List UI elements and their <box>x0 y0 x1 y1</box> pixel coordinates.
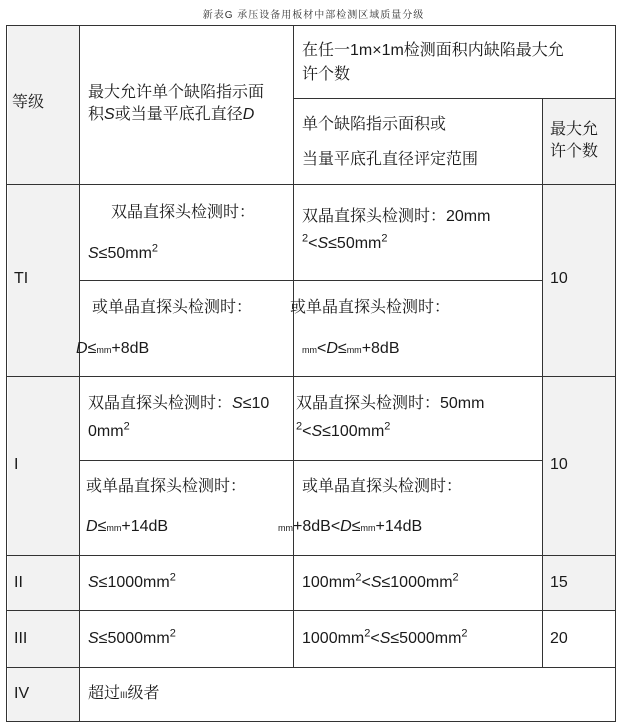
row-ii-grade: II <box>14 574 23 591</box>
row-i-dual-range-line1: 双晶直探头检测时：50mm <box>296 395 485 412</box>
header-grade: 等级 <box>12 94 45 111</box>
row-iv-grade: IV <box>14 685 30 702</box>
row-i-dual-line1: 双晶直探头检测时：S≤10 <box>88 395 270 412</box>
grade-column-bg <box>8 25 79 721</box>
header-max-single-line2: 积S或当量平底孔直径D <box>88 106 255 123</box>
header-max-count-line2: 许个数 <box>550 143 599 160</box>
table-caption: 新表G 承压设备用板材中部检测区域质量分级 <box>202 10 425 21</box>
row-i-single-range-line1: 或单晶直探头检测时： <box>302 478 463 495</box>
row-ti-dual-range-line2: $^2<S\le 50mm^2$ <box>302 232 388 252</box>
header-area-title-line2: 许个数 <box>302 66 351 83</box>
row-iii-grade: III <box>14 630 28 647</box>
header-range-line2: 当量平底孔直径评定范围 <box>302 151 479 168</box>
row-ti-grade: TI <box>14 270 29 287</box>
row-i-single-line1: 或单晶直探头检测时： <box>86 478 247 495</box>
row-ti-single-limit: D≤mm+8dB <box>76 340 150 357</box>
row-iii-range: $1000mm^2<S\le 5000mm^2$ <box>302 627 468 647</box>
row-ii-range: $100mm^2<S\le 1000mm^2$ <box>302 571 459 591</box>
row-i-single-range-line2: mm+8dB<D≤mm+14dB <box>278 518 423 535</box>
header-range-line1: 单个缺陷指示面积或 <box>302 116 447 133</box>
row-ti-dual-limit: $S\le 50mm^2$ <box>88 242 159 262</box>
row-ti-count: 10 <box>550 270 568 287</box>
header-area-title-line1: 在任一1m×1m检测面积内缺陷最大允 <box>302 42 564 59</box>
row-ii-limit: $S\le 1000mm^2$ <box>88 571 176 591</box>
row-ti-single-range-line2: mm<D≤mm+8dB <box>302 340 400 357</box>
row-i-single-limit: D≤mm+14dB <box>86 518 169 535</box>
row-iv-text: 超过III级者 <box>88 685 160 702</box>
row-ti-single-line1: 或单晶直探头检测时： <box>92 299 253 316</box>
row-i-count: 10 <box>550 456 568 473</box>
row-iii-count: 20 <box>550 630 568 647</box>
row-i-dual-line2: $0mm^2$ <box>88 420 130 440</box>
row-ii-count: 15 <box>550 574 568 591</box>
header-max-single-line1: 最大允许单个缺陷指示面 <box>88 84 265 101</box>
row-ti-dual-range-line1: 双晶直探头检测时：20mm <box>302 208 491 225</box>
row-i-dual-range-line2: $^2<S\le 100mm^2$ <box>296 420 391 440</box>
header-max-count-line1: 最大允 <box>550 121 599 138</box>
row-ti-single-range-line1: 或单晶直探头检测时： <box>290 299 451 316</box>
count-column-bg <box>542 98 615 610</box>
row-ti-dual-line1: 双晶直探头检测时： <box>111 204 256 221</box>
row-iii-limit: $S\le 5000mm^2$ <box>88 627 176 647</box>
row-i-grade: I <box>14 456 19 473</box>
